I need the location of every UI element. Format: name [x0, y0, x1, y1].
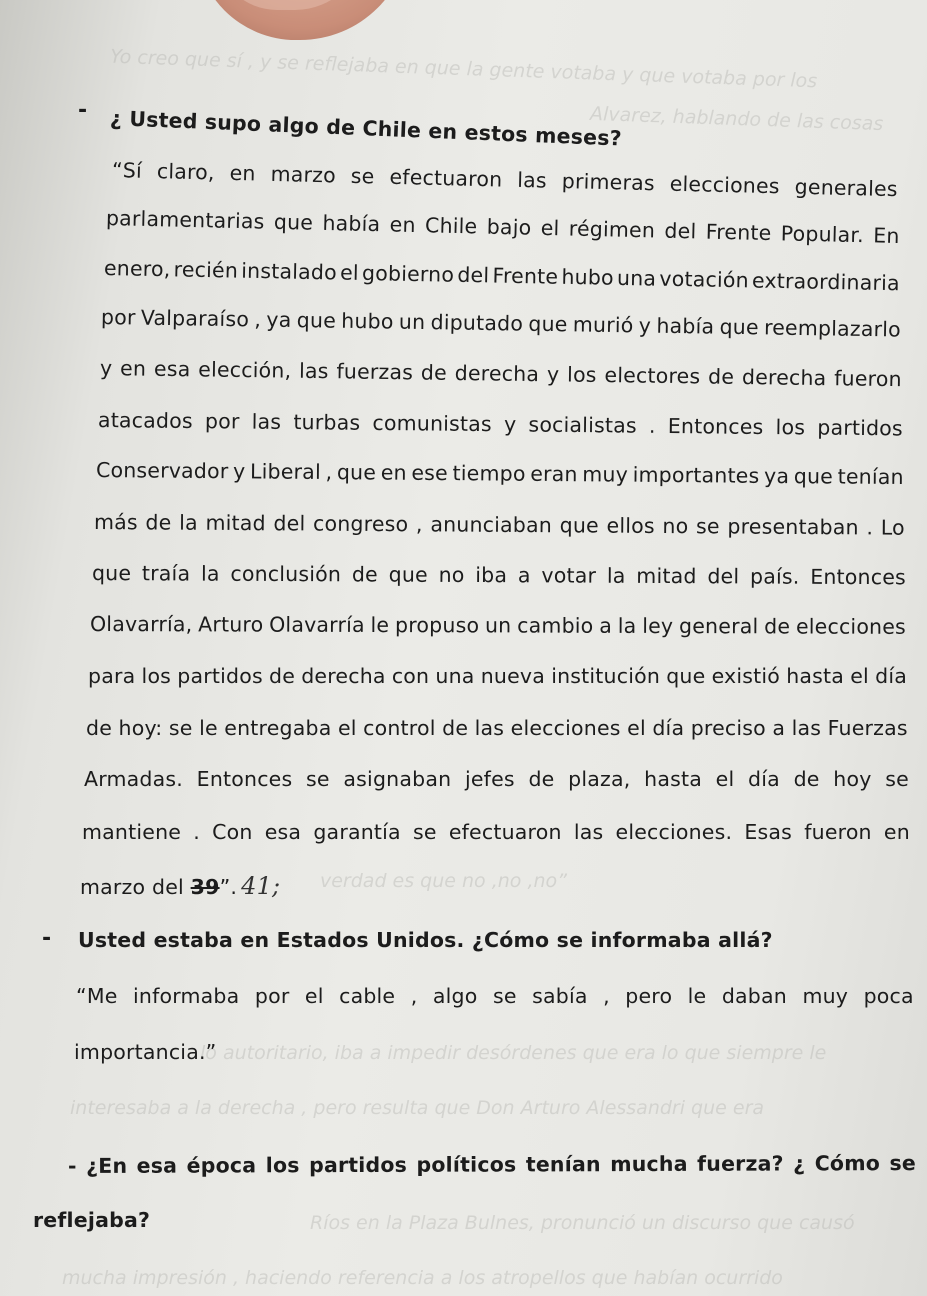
answer-line: “Sí claro, en marzo se efectuaron las primeras elecciones generales — [111, 158, 898, 202]
answer-line: enero, recién instalado el gobierno del Frente hubo una votación extraordinaria — [103, 256, 901, 296]
answer-line: más de la mitad del congreso , anunciaban que ellos no se presentaban . Lo — [93, 510, 905, 540]
answer-line: que traía la conclusión de que no iba a votar la mitad del país. Entonces — [91, 561, 906, 590]
show-through-line: mucha impresión , haciendo referencia a los atropellos que habían ocurrido — [62, 1267, 783, 1289]
handwritten-correction: 41; — [241, 872, 281, 900]
answer-line: parlamentarias que había en Chile bajo el régimen del Frente Popular. En — [105, 206, 900, 249]
answer-line: “Me informaba por el cable , algo se sabía , pero le daban muy poca — [76, 984, 914, 1008]
show-through-line: Yo creo que sí , y se reflejaba en que la gente votaba y que votaba por los — [109, 45, 818, 93]
question-heading: - ¿En esa época los partidos políticos tenían mucha fuerza? ¿ Cómo se — [67, 1151, 917, 1178]
show-through-line: Alvarez, hablando de las cosas — [589, 102, 884, 136]
answer-line: Olavarría, Arturo Olavarría le propuso un cambio a la ley general de elecciones — [89, 612, 907, 639]
show-through-line: verdad es que no ,no ,no” — [320, 870, 568, 892]
bullet-dash: - — [42, 926, 52, 951]
answer-line: de hoy: se le entregaba el control de las elecciones el día preciso a las Fuerzas — [86, 716, 908, 740]
answer-line: y en esa elección, las fuerzas de derecha y los electores de derecha fueron — [99, 356, 902, 392]
question-heading-continued: reflejaba? — [33, 1208, 151, 1232]
show-through-line: lo autoritario, iba a impedir desórdenes que era lo que siempre le — [200, 1042, 827, 1064]
answer-line: atacados por las turbas comunistas y socialistas . Entonces los partidos — [97, 408, 904, 441]
answer-line: importancia.” — [74, 1040, 217, 1064]
answer-line: Conservador y Liberal , que en ese tiempo eran muy importantes ya que tenían — [95, 458, 904, 490]
bullet-dash: - — [78, 98, 88, 123]
show-through-line: interesaba a la derecha , pero resulta que Don Arturo Alessandri que era — [70, 1097, 765, 1119]
answer-text: ”. — [219, 875, 238, 899]
question-heading: ¿ Usted supo algo de Chile en estos meses? — [109, 106, 623, 151]
answer-line: Armadas. Entonces se asignaban jefes de plaza, hasta el día de hoy se — [84, 767, 909, 791]
struck-year: 39 — [190, 875, 220, 899]
answer-last-line — [80, 872, 280, 900]
answer-text: marzo del — [80, 875, 191, 899]
answer-line: para los partidos de derecha con una nueva institución que existió hasta el día — [88, 664, 907, 688]
answer-line: por Valparaíso , ya que hubo un diputado que murió y había que reemplazarlo — [100, 305, 902, 342]
show-through-line: Ríos en la Plaza Bulnes, pronunció un discurso que causó — [310, 1212, 855, 1234]
question-heading: Usted estaba en Estados Unidos. ¿Cómo se informaba allá? — [78, 928, 773, 952]
answer-line: mantiene . Con esa garantía se efectuaron las elecciones. Esas fueron en — [82, 820, 910, 844]
